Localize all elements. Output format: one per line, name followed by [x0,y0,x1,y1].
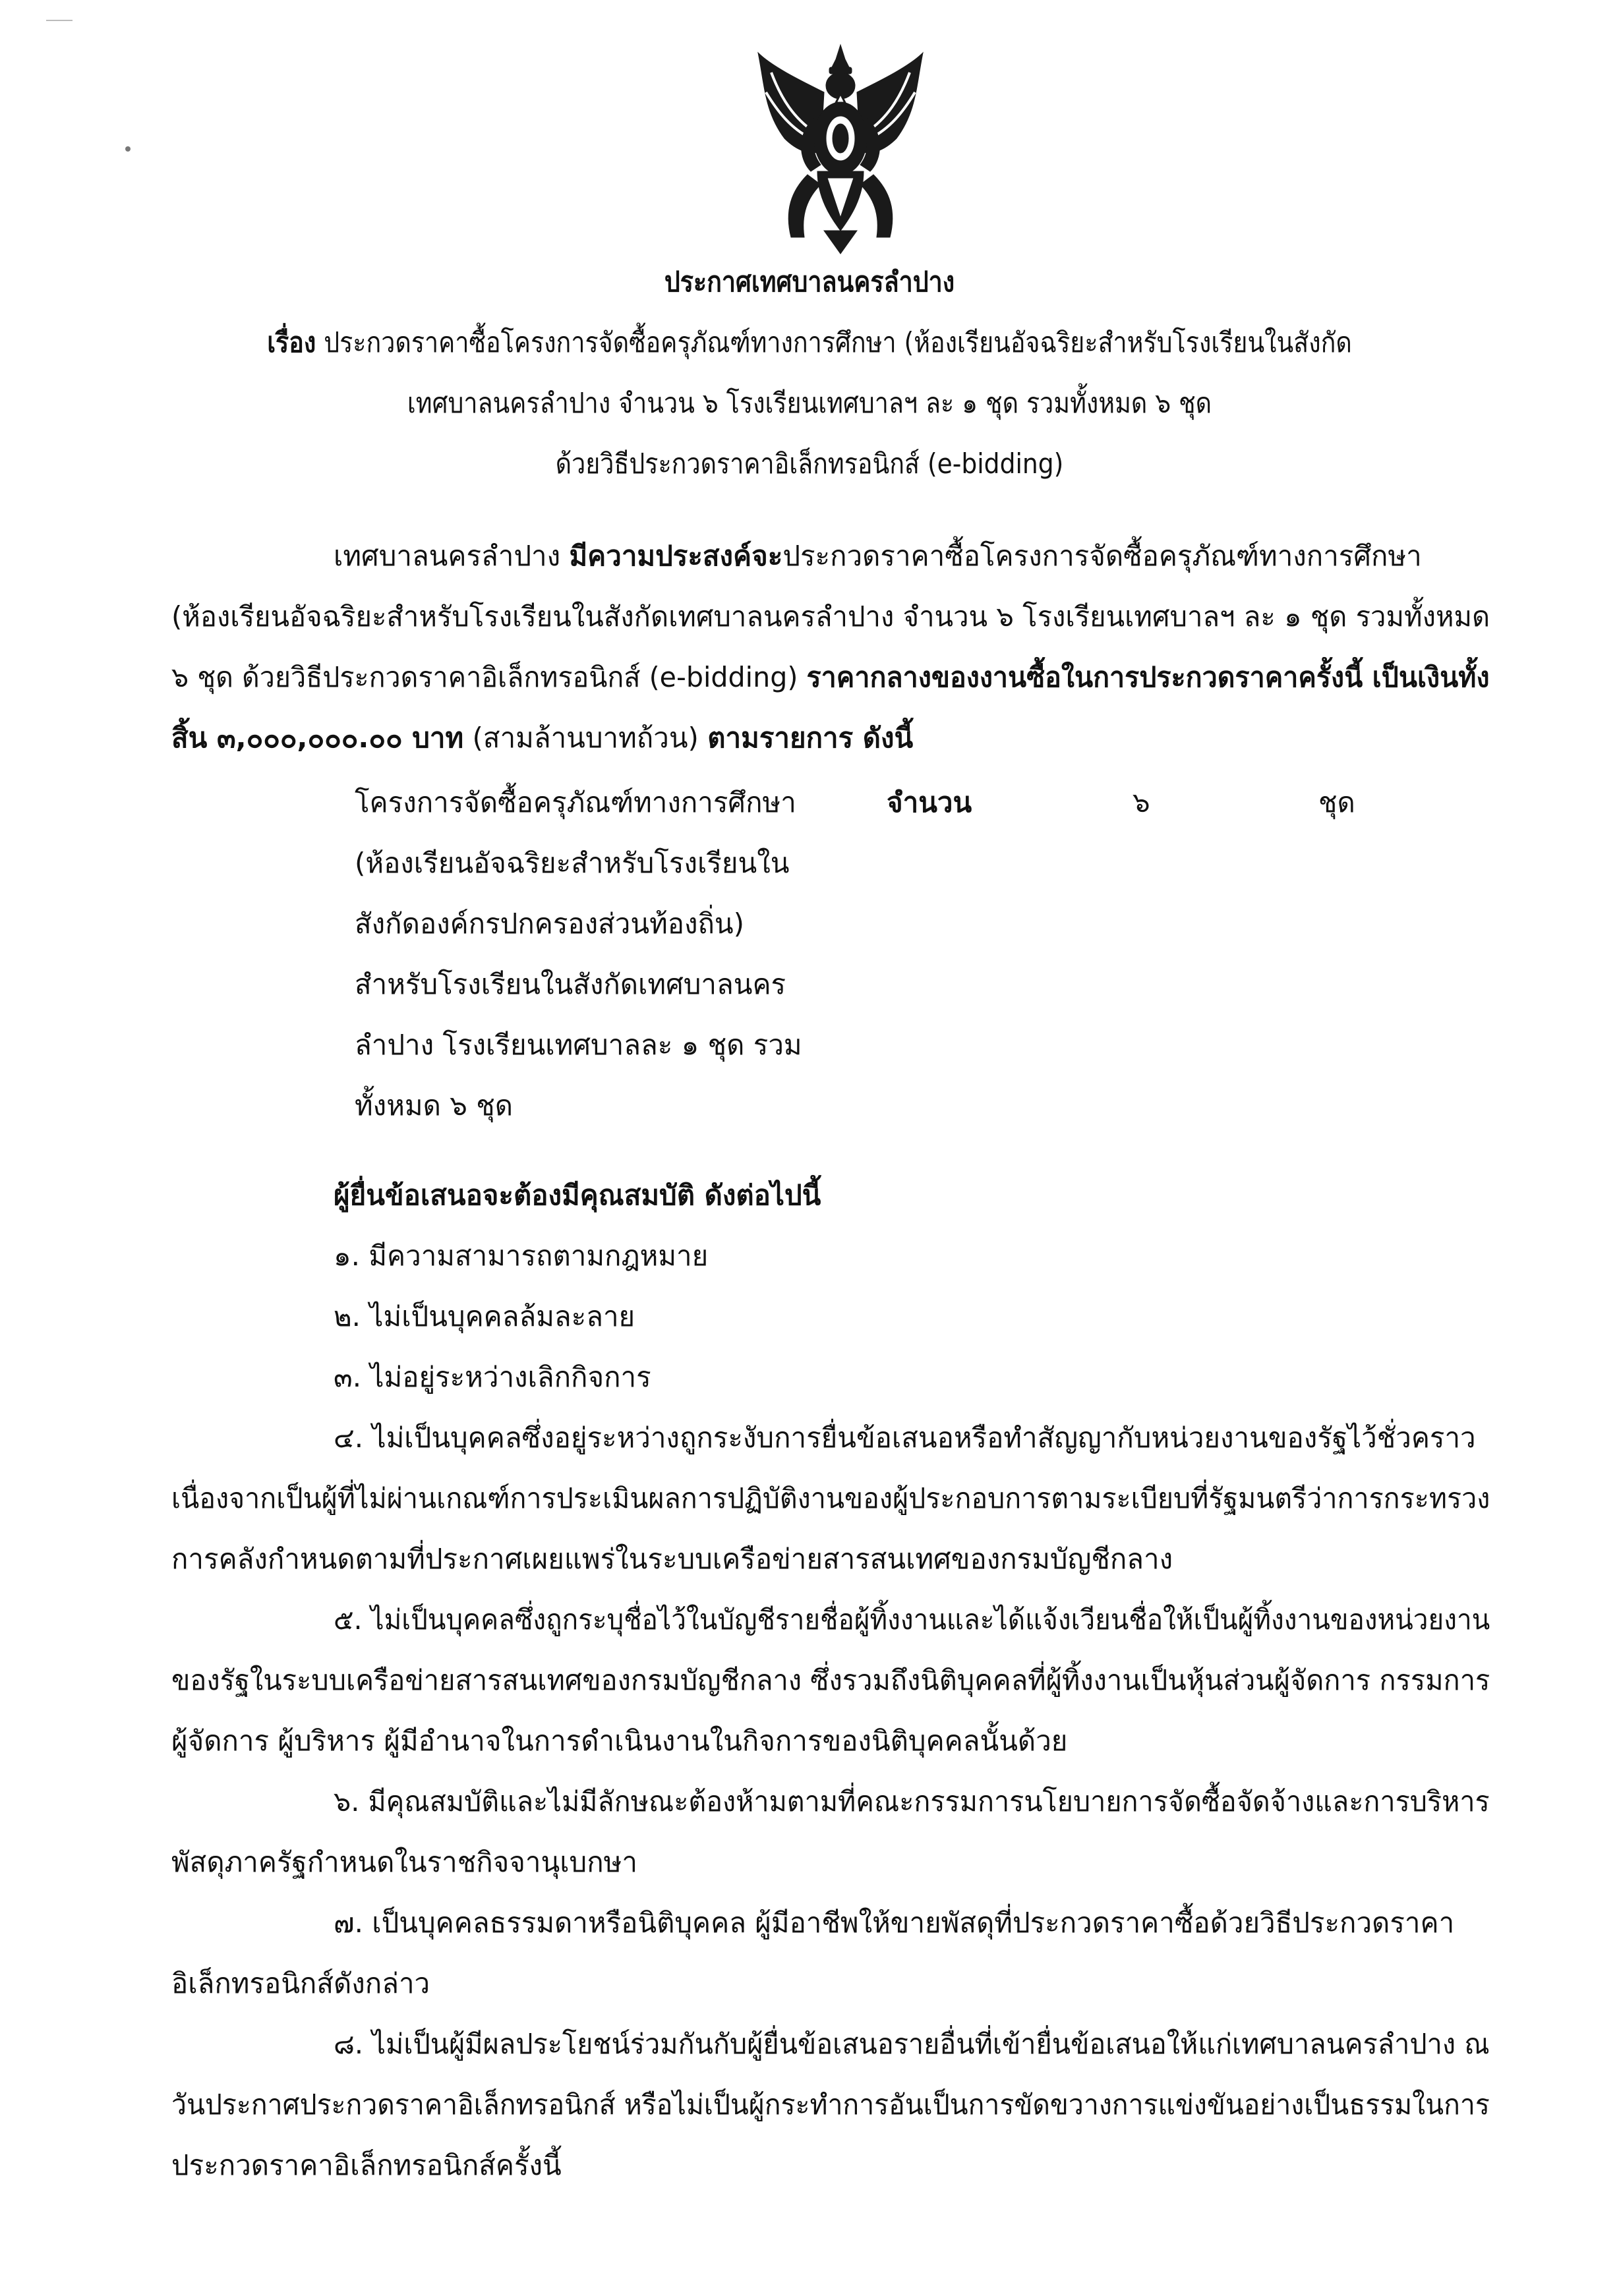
intro-reference-price: ราคากลางของงานซื้อในการประกวดราคาครั้งนี้ เป็นเงินทั้ง [806,661,1490,693]
intro-list-label: ตามรายการ ดังนี้ [707,722,914,754]
qualification-3: ๓. ไม่อยู่ระหว่างเลิกกิจการ [334,1361,651,1393]
qualification-5-line-2: ของรัฐในระบบเครือข่ายสารสนเทศของกรมบัญชีกลาง ซึ่งรวมถึงนิติบุคคลที่ผู้ทิ้งงานเป็นหุ้นส่วนผู้จัดการ กรรมการ [171,1664,1490,1696]
qualification-7-line-2: อิเล็กทรอนิกส์ดังกล่าว [171,1967,430,1999]
qualification-2: ๒. ไม่เป็นบุคคลล้มละลาย [334,1300,635,1333]
intro-line-2: (ห้องเรียนอัจฉริยะสำหรับโรงเรียนในสังกัดเทศบาลนครลำปาง จำนวน ๖ โรงเรียนเทศบาลฯ ละ ๑ ชุด รวมทั้งหมด [171,600,1490,633]
item-unit: ชุด [1318,786,1355,818]
qualification-8-line-1: ๘. ไม่เป็นผู้มีผลประโยชน์ร่วมกันกับผู้ยื่นข้อเสนอรายอื่นที่เข้ายื่นข้อเสนอให้แก่เทศบาลนครลำปาง ณ [334,2028,1490,2060]
item-description-line: ทั้งหมด ๖ ชุด [355,1089,513,1122]
item-quantity-label: จำนวน [887,786,972,818]
qualification-8-line-2: วันประกาศประกวดราคาอิเล็กทรอนิกส์ หรือไม่เป็นผู้กระทำการอันเป็นการขัดขวางการแข่งขันอย่างเป็นธรรมในการ [171,2088,1490,2121]
qualification-6-line-1: ๖. มีคุณสมบัติและไม่มีลักษณะต้องห้ามตามที่คณะกรรมการนโยบายการจัดซื้อจัดจ้างและการบริหาร [334,1785,1490,1818]
item-quantity: ๖ [1133,786,1150,818]
qualification-4-line-3: การคลังกำหนดตามที่ประกาศเผยแพร่ในระบบเครือข่ายสารสนเทศของกรมบัญชีกลาง [171,1543,1173,1575]
item-description-line: สังกัดองค์กรปกครองส่วนท้องถิ่น) [355,907,745,940]
intro-purpose: มีความประสงค์จะ [569,540,783,572]
qualifications-heading: ผู้ยื่นข้อเสนอจะต้องมีคุณสมบัติ ดังต่อไปนี้ [334,1179,821,1211]
intro-line-1 [334,538,1422,575]
item-description-line: โครงการจัดซื้อครุภัณฑ์ทางการศึกษา [355,786,796,818]
scan-speck [125,146,131,152]
intro-amount: สิ้น ๓,๐๐๐,๐๐๐.๐๐ บาท [171,722,464,754]
document-title: ประกาศเทศบาลนครลำปาง [664,266,955,298]
qualification-8-line-3: ประกวดราคาอิเล็กทรอนิกส์ครั้งนี้ [171,2149,562,2181]
intro-amount-words: (สามล้านบาทถ้วน) [472,722,699,754]
qualification-7-line-1: ๗. เป็นบุคคลธรรมดาหรือนิติบุคคล ผู้มีอาชีพให้ขายพัสดุที่ประกวดราคาซื้อด้วยวิธีประกวดราคา [334,1907,1455,1939]
qualification-5-line-1: ๕. ไม่เป็นบุคคลซึ่งถูกระบุชื่อไว้ในบัญชีรายชื่อผู้ทิ้งงานและได้แจ้งเวียนชื่อให้เป็นผู้ทิ้งงานของหน่วยงาน [334,1603,1490,1636]
intro-project: ประกวดราคาซื้อโครงการจัดซื้อครุภัณฑ์ทางการศึกษา [782,540,1422,572]
qualification-5-line-3: ผู้จัดการ ผู้บริหาร ผู้มีอำนาจในการดำเนินงานในกิจการของนิติบุคคลนั้นด้วย [171,1725,1068,1757]
intro-line-3 [171,659,1490,696]
subject-line-2: เทศบาลนครลำปาง จำนวน ๖ โรงเรียนเทศบาลฯ ละ ๑ ชุด รวมทั้งหมด ๖ ชุด [407,387,1212,419]
item-description-line: (ห้องเรียนอัจฉริยะสำหรับโรงเรียนใน [355,847,790,879]
garuda-emblem-icon [745,40,936,257]
item-description-line: ลำปาง โรงเรียนเทศบาลละ ๑ ชุด รวม [355,1029,802,1061]
intro-agency: เทศบาลนครลำปาง [334,540,561,572]
subject-text-1: ประกวดราคาซื้อโครงการจัดซื้อครุภัณฑ์ทางการศึกษา (ห้องเรียนอัจฉริยะสำหรับโรงเรียนในสังกัด [324,326,1352,359]
scan-speck [46,20,73,21]
intro-method: ๖ ชุด ด้วยวิธีประกวดราคาอิเล็กทรอนิกส์ (e-bidding) [171,661,798,693]
qualification-4-line-2: เนื่องจากเป็นผู้ที่ไม่ผ่านเกณฑ์การประเมินผลการปฏิบัติงานของผู้ประกอบการตามระเบียบที่รัฐมนตรีว่าการกระทรวง [171,1482,1490,1514]
qualification-4-line-1: ๔. ไม่เป็นบุคคลซึ่งอยู่ระหว่างถูกระงับการยื่นข้อเสนอหรือทำสัญญากับหน่วยงานของรัฐไว้ชั่วคราว [334,1421,1476,1454]
qualification-6-line-2: พัสดุภาครัฐกำหนดในราชกิจจานุเบกษา [171,1846,637,1878]
subject-label: เรื่อง [267,326,316,359]
subject-line-1 [84,324,1535,361]
subject-line-3: ด้วยวิธีประกวดราคาอิเล็กทรอนิกส์ (e-bidding) [555,447,1064,480]
qualification-1: ๑. มีความสามารถตามกฎหมาย [334,1240,709,1272]
intro-line-4 [171,720,913,757]
item-description-line: สำหรับโรงเรียนในสังกัดเทศบาลนคร [355,968,786,1000]
